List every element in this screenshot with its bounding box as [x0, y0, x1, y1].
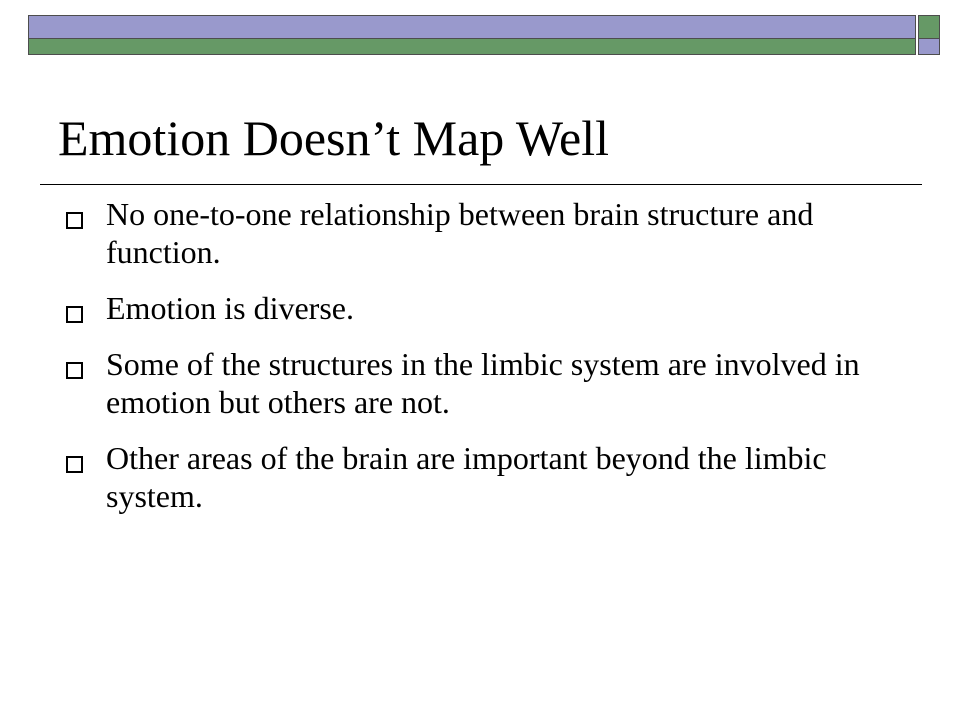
hollow-square-icon — [66, 306, 83, 323]
hollow-square-icon — [66, 362, 83, 379]
decorative-header-bar — [28, 15, 916, 55]
hollow-square-icon — [66, 212, 83, 229]
bullet-item — [0, 289, 960, 327]
header-band-green — [28, 39, 916, 55]
bullet-item — [0, 439, 960, 515]
bullet-text: Other areas of the brain are important beyond the limbic system. — [106, 440, 827, 514]
header-band-purple — [28, 15, 916, 39]
slide-title: Emotion Doesn’t Map Well — [58, 110, 610, 166]
bullet-text: No one-to-one relationship between brain structure and function. — [106, 196, 814, 270]
hollow-square-icon — [66, 456, 83, 473]
bullet-text: Some of the structures in the limbic system are involved in emotion but others are not. — [106, 346, 860, 420]
bullet-item — [0, 195, 960, 271]
bullet-item — [0, 345, 960, 421]
bullet-text: Emotion is diverse. — [106, 290, 354, 326]
corner-square-green — [918, 15, 940, 39]
title-divider — [40, 184, 922, 185]
corner-square-purple — [918, 39, 940, 55]
bullet-list — [0, 195, 960, 533]
